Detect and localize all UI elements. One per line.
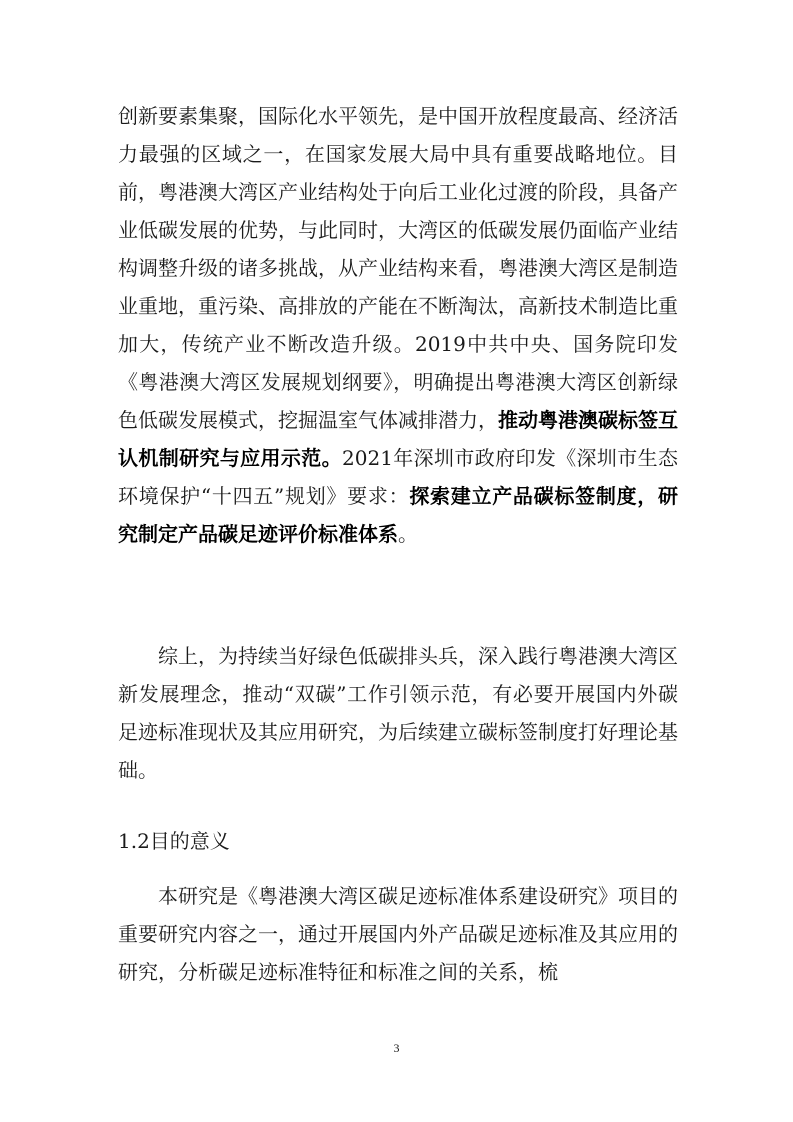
section-heading: 1.2目的意义 xyxy=(118,829,230,853)
bold-highlight-text: 探索建立产品碳标签制度，研究制定产品碳足迹评价标准体系 xyxy=(118,484,678,546)
page-number: 3 xyxy=(393,1041,400,1055)
paragraph-summary: 综上，为持续当好绿色低碳排头兵，深入践行粤港澳大湾区新发展理念，推动“双碳”工作引领示范，有必要开展国内外碳足迹标准现状及其应用研究，为后续建立碳标签制度打好理论基础。 xyxy=(118,644,678,782)
paragraph-text: 2021年深圳市政府印发《深圳市生态环境保护“十四五”规划》要求： xyxy=(118,446,679,508)
paragraph-text: 。 xyxy=(398,522,418,546)
paragraph-text: 创新要素集聚，国际化水平领先，是中国开放程度最高、经济活力最强的区域之一，在国家发展大局中具有重要战略地位。目前，粤港澳大湾区产业结构处于向后工业化过渡的阶段，具备产业低碳发展的优势，与此同时，大湾区的低碳发展仍面临产业结构调整升级的诸多挑战，从产业结构来看，粤港澳大湾区是制造业重地，重污染、高排放的产能在不断淘汰，高新技术制造比重加大，传统产业不断改造升级。2019中共中央、国务院印发《粤港澳大湾区发展规划纲要》，明确提出粤港澳大湾区创新绿色低碳发展模式，挖掘温室气体减排潜力， xyxy=(118,104,678,432)
bold-highlight-text: 推动粤港澳碳标签互认机制研究与应用示范。 xyxy=(118,408,678,470)
paragraph-background xyxy=(118,97,678,553)
paragraph-purpose: 本研究是《粤港澳大湾区碳足迹标准体系建设研究》项目的重要研究内容之一，通过开展国内外产品碳足迹标准及其应用的研究，分析碳足迹标准特征和标准之间的关系，梳 xyxy=(118,884,678,984)
